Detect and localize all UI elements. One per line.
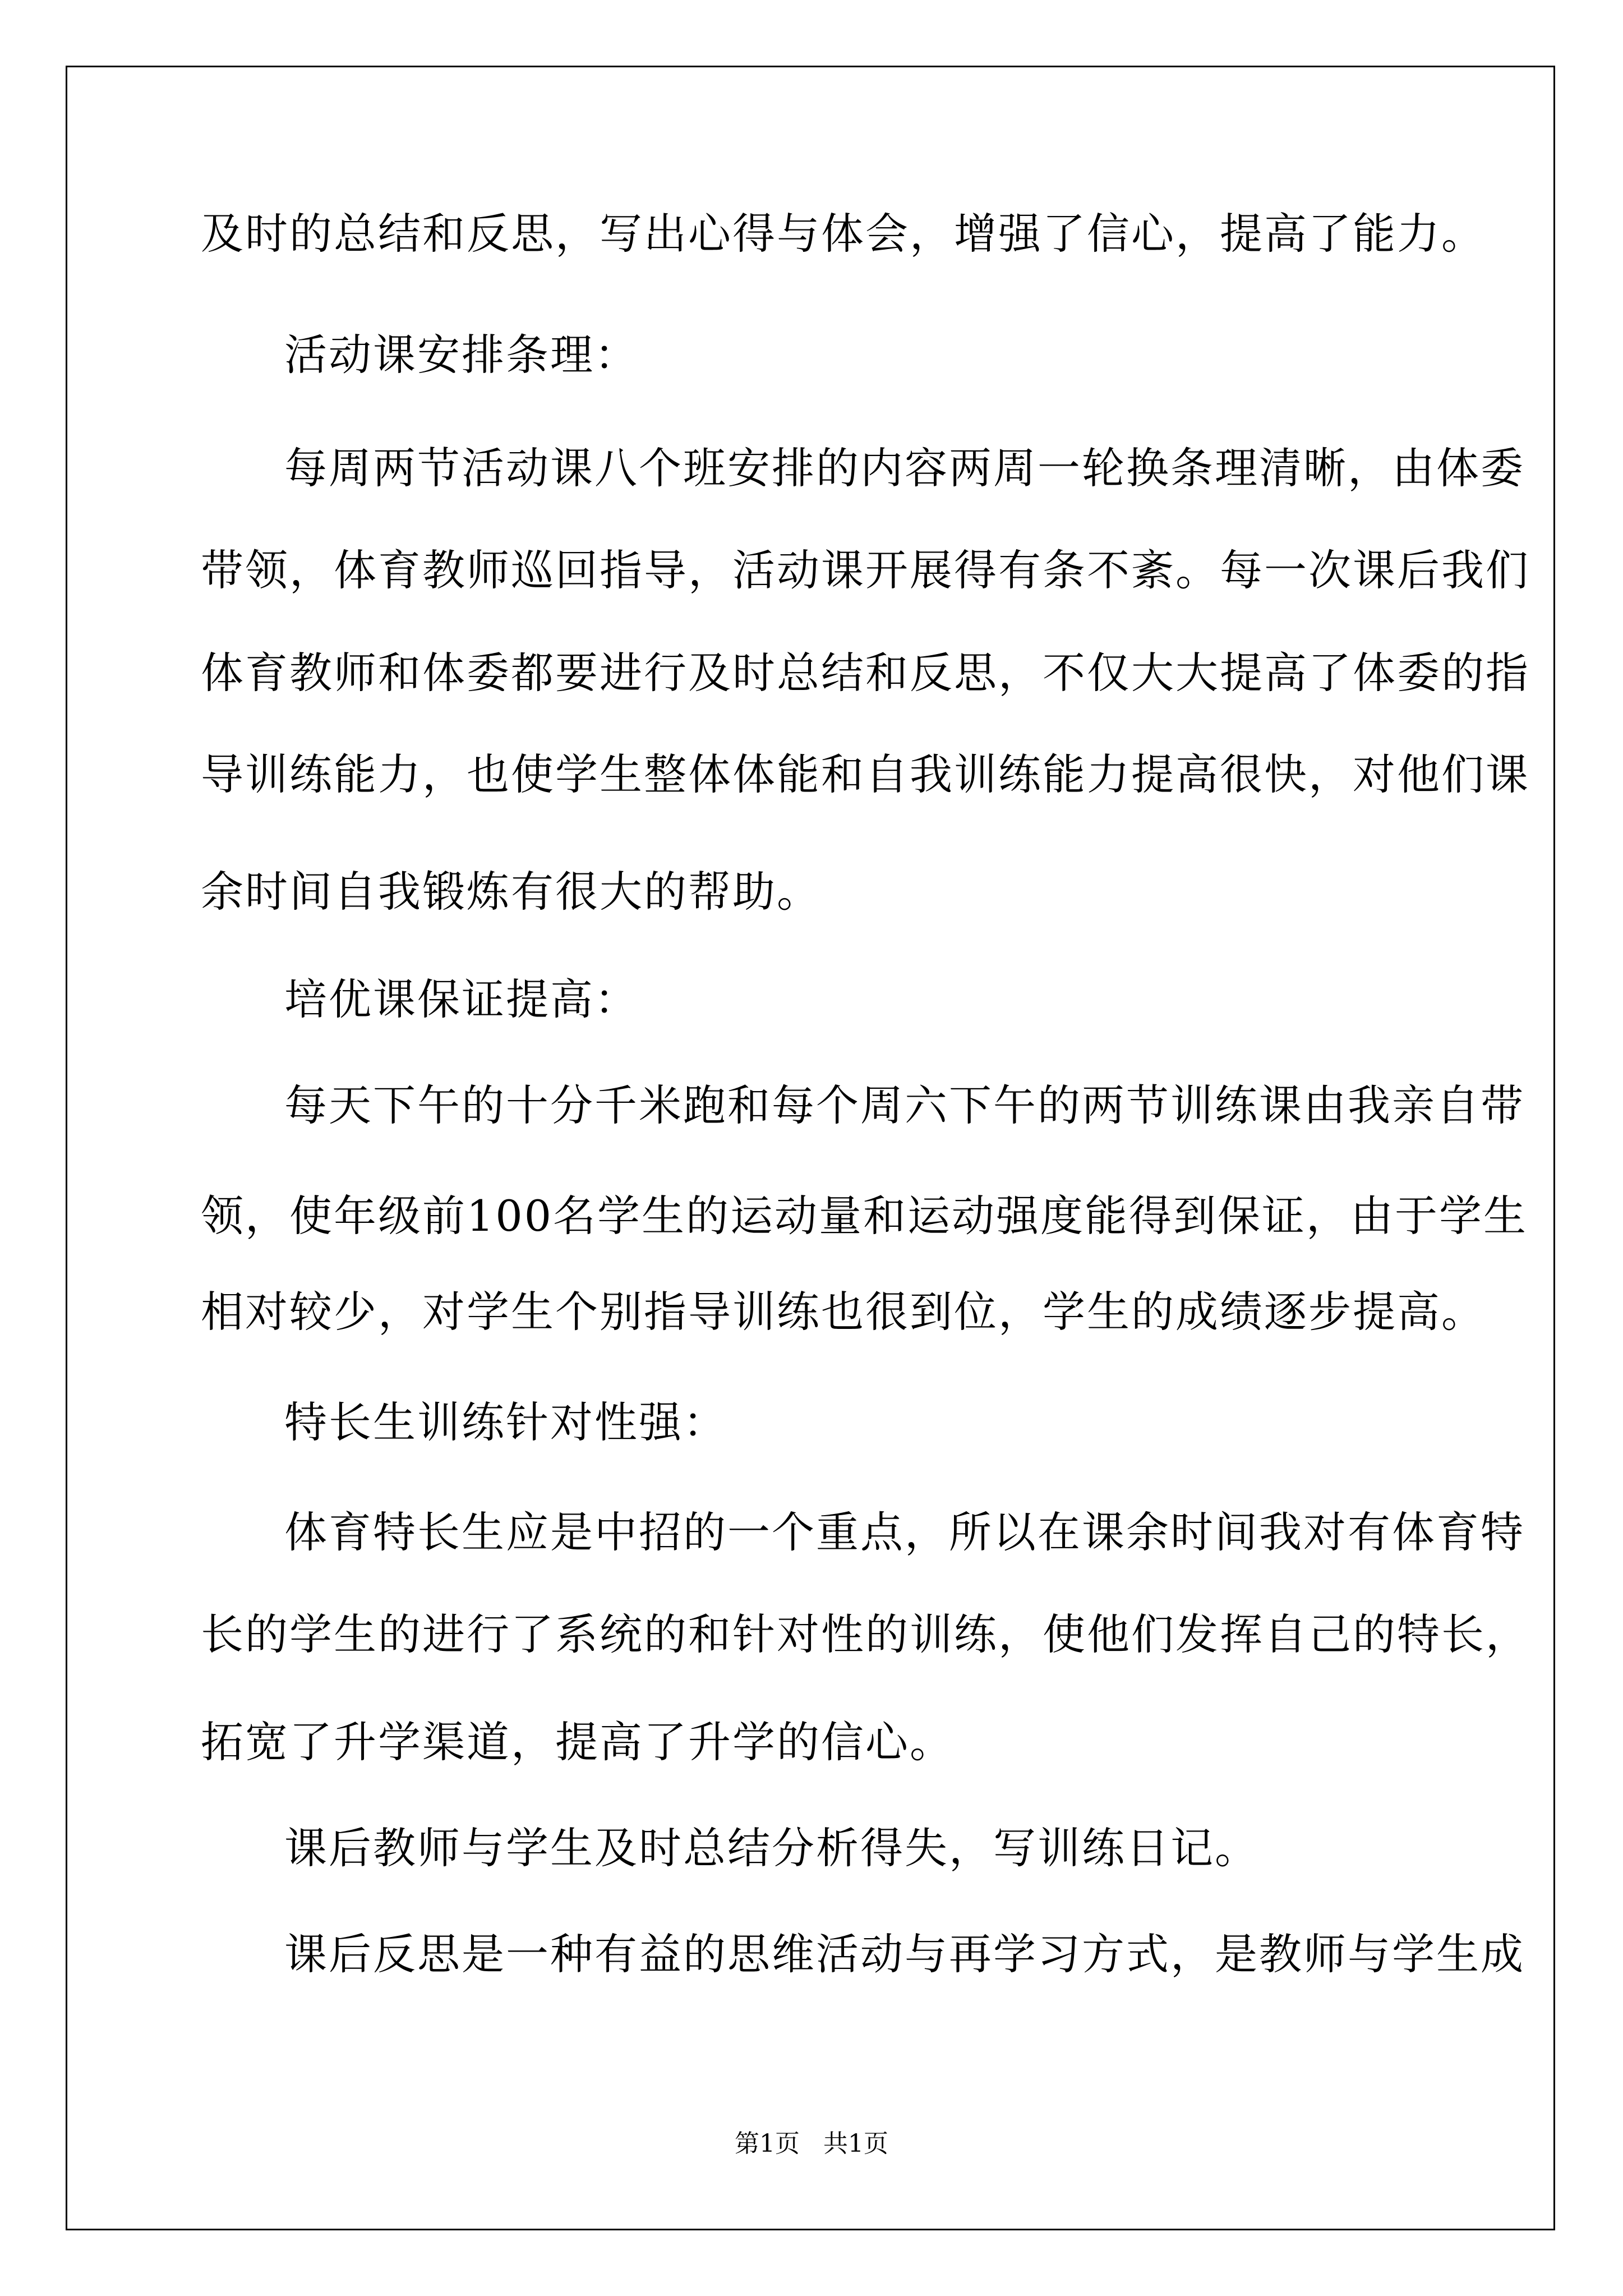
paragraph-line: 拓宽了升学渠道，提高了升学的信心。 [201,1717,954,1767]
paragraph-line: 及时的总结和反思，写出心得与体会，增强了信心，提高了能力。 [201,209,1486,259]
paragraph-line: 课后教师与学生及时总结分析得失，写训练日记。 [284,1823,1259,1873]
section-heading-advanced-class: 培优课保证提高： [284,974,639,1024]
paragraph-line: 每周两节活动课八个班安排的内容两周一轮换条理清晰，由体委 [284,443,1525,493]
paragraph-line: 相对较少，对学生个别指导训练也很到位，学生的成绩逐步提高。 [201,1287,1486,1337]
section-heading-specialty-students: 特长生训练针对性强： [284,1397,727,1447]
page-number-footer: 第1页 共1页 [735,2129,888,2158]
paragraph-line: 课后反思是一种有益的思维活动与再学习方式，是教师与学生成 [284,1929,1525,1979]
paragraph-line: 每天下午的十分千米跑和每个周六下午的两节训练课由我亲自带 [284,1080,1525,1130]
page-border [66,66,1555,2230]
paragraph-line: 长的学生的进行了系统的和针对性的训练，使他们发挥自己的特长， [201,1609,1530,1659]
paragraph-line: 带领，体育教师巡回指导，活动课开展得有条不紊。每一次课后我们 [201,545,1530,595]
paragraph-line: 导训练能力，也使学生整体体能和自我训练能力提高很快，对他们课 [201,749,1530,799]
paragraph-line: 体育特长生应是中招的一个重点，所以在课余时间我对有体育特 [284,1507,1525,1557]
paragraph-line: 领，使年级前100名学生的运动量和运动强度能得到保证，由于学生 [201,1191,1528,1241]
paragraph-line: 余时间自我锻炼有很大的帮助。 [201,867,821,917]
paragraph-line: 体育教师和体委都要进行及时总结和反思，不仅大大提高了体委的指 [201,648,1530,698]
section-heading-activity-class: 活动课安排条理： [284,330,639,380]
